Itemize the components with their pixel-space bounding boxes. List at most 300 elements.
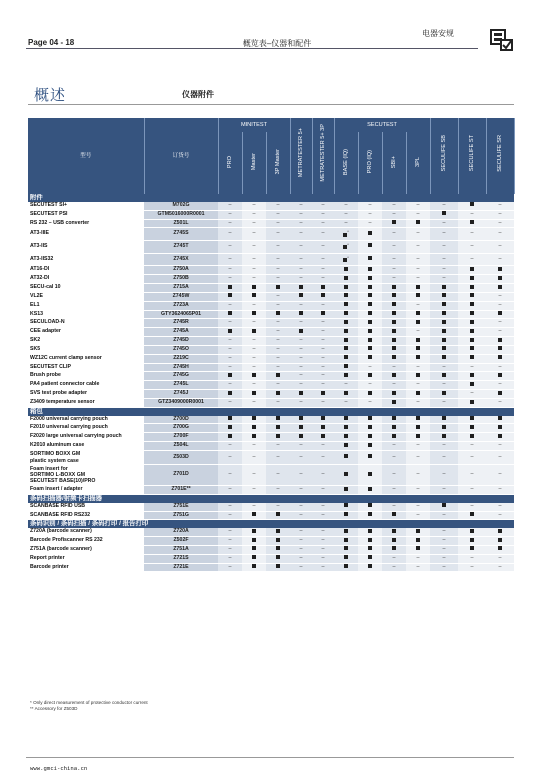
- available-mark-icon: [252, 425, 256, 429]
- section-subtitle: 仪器附件: [182, 90, 214, 99]
- availability-cell: [406, 354, 430, 363]
- availability-cell: [382, 372, 406, 381]
- availability-cell: –: [486, 511, 514, 520]
- available-mark-icon: [470, 338, 474, 342]
- availability-cell: [358, 554, 382, 563]
- row-order-code: Z750B: [144, 275, 218, 284]
- available-mark-icon: [344, 355, 348, 359]
- available-mark-icon: [470, 267, 474, 271]
- available-mark-icon: [344, 293, 348, 297]
- availability-cell: –: [486, 563, 514, 572]
- availability-cell: [334, 554, 358, 563]
- availability-cell: [358, 253, 382, 266]
- available-mark-icon: [344, 555, 348, 559]
- availability-cell: –: [218, 563, 242, 572]
- availability-cell: –: [312, 345, 334, 354]
- availability-cell: –: [242, 345, 266, 354]
- accessory-table: [28, 118, 515, 572]
- availability-cell: –: [218, 275, 242, 284]
- availability-cell: –: [242, 266, 266, 275]
- availability-cell: [406, 283, 430, 292]
- availability-cell: [242, 390, 266, 399]
- available-mark-icon: [228, 329, 232, 333]
- available-mark-icon: [442, 293, 446, 297]
- available-mark-icon: [470, 311, 474, 315]
- availability-cell: [334, 319, 358, 328]
- row-type-name: F2020 large universal carrying pouch: [28, 433, 144, 442]
- available-mark-icon: [392, 434, 396, 438]
- availability-cell: –: [218, 266, 242, 275]
- column-header: [382, 132, 406, 194]
- available-mark-icon: [498, 338, 502, 342]
- availability-cell: [334, 424, 358, 433]
- row-type-name: F2010 universal carrying pouch: [28, 424, 144, 433]
- available-mark-icon: [368, 538, 372, 542]
- page-header: [0, 0, 554, 58]
- availability-cell: [430, 310, 458, 319]
- availability-cell: –: [406, 554, 430, 563]
- group-header-row: [28, 494, 514, 502]
- availability-cell: [334, 345, 358, 354]
- availability-cell: [290, 433, 312, 442]
- available-mark-icon: [498, 311, 502, 315]
- row-type-name: SCANBASE RFID RS232: [28, 511, 144, 520]
- availability-cell: [458, 202, 486, 210]
- section-title: 概述: [34, 87, 67, 104]
- row-order-code: Z721E: [144, 563, 218, 572]
- availability-cell: [486, 337, 514, 346]
- available-mark-icon: [392, 373, 396, 377]
- table-row: [28, 390, 514, 399]
- availability-cell: [358, 241, 382, 254]
- availability-cell: –: [290, 319, 312, 328]
- availability-cell: [334, 503, 358, 511]
- availability-cell: [290, 292, 312, 301]
- availability-cell: [458, 424, 486, 433]
- availability-cell: [486, 266, 514, 275]
- availability-cell: [382, 345, 406, 354]
- availability-cell: [312, 292, 334, 301]
- row-type-name: AT32-DI: [28, 275, 144, 284]
- availability-cell: –: [266, 275, 290, 284]
- available-mark-icon: [470, 529, 474, 533]
- availability-cell: –: [218, 554, 242, 563]
- availability-cell: –: [218, 451, 242, 465]
- availability-cell: [458, 345, 486, 354]
- row-type-name: KS13: [28, 310, 144, 319]
- availability-cell: –: [458, 363, 486, 372]
- row-order-code: Z745L: [144, 381, 218, 390]
- availability-cell: [382, 301, 406, 310]
- available-mark-icon: [276, 538, 280, 542]
- available-mark-icon: [344, 311, 348, 315]
- footer-url: www.gmci-china.cn: [30, 766, 88, 772]
- availability-cell: [486, 528, 514, 536]
- available-mark-icon: [498, 546, 502, 550]
- availability-cell: –: [312, 210, 334, 219]
- footnote: * Only direct measurement of protective conductor current: [30, 700, 148, 705]
- row-order-code: GTZ3409000R0001: [144, 398, 218, 407]
- available-mark-icon: [252, 546, 256, 550]
- availability-cell: –: [458, 451, 486, 465]
- available-mark-icon: [252, 391, 256, 395]
- row-order-code: Z721S: [144, 554, 218, 563]
- row-order-code: Z715A: [144, 283, 218, 292]
- available-mark-icon: [498, 529, 502, 533]
- availability-cell: –: [382, 554, 406, 563]
- available-mark-icon: [470, 276, 474, 280]
- availability-cell: –: [406, 210, 430, 219]
- availability-cell: –: [242, 465, 266, 486]
- available-mark-icon: [442, 425, 446, 429]
- table-row: [28, 537, 514, 546]
- row-order-code: Z745X: [144, 253, 218, 266]
- table-row: [28, 219, 514, 228]
- availability-cell: –: [312, 219, 334, 228]
- availability-cell: [358, 451, 382, 465]
- availability-cell: –: [290, 337, 312, 346]
- availability-cell: [458, 319, 486, 328]
- availability-cell: [266, 424, 290, 433]
- availability-cell: –: [334, 210, 358, 219]
- availability-cell: [382, 416, 406, 424]
- available-mark-icon: [299, 329, 303, 333]
- availability-cell: –: [312, 511, 334, 520]
- available-mark-icon: [344, 443, 348, 447]
- row-order-code: GTY3624065P01: [144, 310, 218, 319]
- availability-cell: [358, 424, 382, 433]
- availability-cell: [358, 486, 382, 495]
- row-order-code: Z745W: [144, 292, 218, 301]
- availability-cell: –: [266, 202, 290, 210]
- availability-cell: [358, 328, 382, 337]
- availability-cell: –: [312, 228, 334, 241]
- availability-cell: –: [430, 554, 458, 563]
- available-mark-icon: [392, 329, 396, 333]
- available-mark-icon: [368, 434, 372, 438]
- availability-cell: –: [218, 253, 242, 266]
- row-type-name: Z720A (barcode scanner): [28, 528, 144, 536]
- availability-cell: –: [312, 451, 334, 465]
- availability-cell: –: [266, 210, 290, 219]
- availability-cell: –: [486, 210, 514, 219]
- available-mark-icon: [344, 434, 348, 438]
- available-mark-icon: [368, 243, 372, 247]
- availability-cell: –: [406, 398, 430, 407]
- availability-cell: –: [290, 372, 312, 381]
- availability-cell: [334, 545, 358, 554]
- availability-cell: [334, 337, 358, 346]
- availability-cell: [458, 381, 486, 390]
- availability-cell: –: [458, 465, 486, 486]
- available-mark-icon: [392, 293, 396, 297]
- availability-cell: [486, 433, 514, 442]
- row-order-code: Z745H: [144, 363, 218, 372]
- availability-cell: –: [242, 486, 266, 495]
- availability-cell: [334, 528, 358, 536]
- availability-cell: [218, 390, 242, 399]
- available-mark-icon: [368, 231, 372, 235]
- available-mark-icon: [442, 346, 446, 350]
- available-mark-icon: [344, 529, 348, 533]
- availability-cell: –: [382, 275, 406, 284]
- table-row: [28, 319, 514, 328]
- availability-cell: –: [290, 228, 312, 241]
- availability-cell: –: [290, 381, 312, 390]
- available-mark-icon: [344, 276, 348, 280]
- availability-cell: –: [290, 301, 312, 310]
- available-mark-icon: [344, 329, 348, 333]
- footnote: ** Accessory for Z503D: [30, 706, 78, 711]
- available-mark-icon: [276, 416, 280, 420]
- availability-cell: –: [290, 554, 312, 563]
- availability-cell: [218, 372, 242, 381]
- available-mark-icon: [392, 546, 396, 550]
- availability-cell: [458, 301, 486, 310]
- row-order-code: M702G: [144, 202, 218, 210]
- availability-cell: [334, 451, 358, 465]
- availability-cell: –: [430, 465, 458, 486]
- availability-cell: *: [334, 253, 358, 266]
- availability-cell: –: [406, 202, 430, 210]
- available-mark-icon: [416, 320, 420, 324]
- available-mark-icon: [368, 416, 372, 420]
- available-mark-icon: [299, 293, 303, 297]
- row-type-name: SECUTEST CLIP: [28, 363, 144, 372]
- available-mark-icon: [368, 487, 372, 491]
- availability-cell: –: [358, 202, 382, 210]
- availability-cell: –: [334, 398, 358, 407]
- available-mark-icon: [344, 267, 348, 271]
- availability-cell: –: [312, 241, 334, 254]
- available-mark-icon: [416, 434, 420, 438]
- available-mark-icon: [344, 320, 348, 324]
- table-row: [28, 210, 514, 219]
- column-header-label: METRATESTER 5+: [298, 128, 305, 178]
- availability-cell: –: [266, 292, 290, 301]
- availability-cell: [242, 537, 266, 546]
- column-header-label: PRO: [227, 155, 233, 169]
- availability-cell: –: [242, 451, 266, 465]
- availability-cell: [334, 363, 358, 372]
- row-type-name: RS 232 – USB converter: [28, 219, 144, 228]
- available-mark-icon: [416, 346, 420, 350]
- available-mark-icon: [416, 293, 420, 297]
- availability-cell: [358, 528, 382, 536]
- row-order-code: Z700F: [144, 433, 218, 442]
- availability-cell: [458, 328, 486, 337]
- availability-cell: [382, 219, 406, 228]
- availability-cell: –: [242, 202, 266, 210]
- available-mark-icon: [416, 425, 420, 429]
- available-mark-icon: [368, 329, 372, 333]
- availability-cell: –: [218, 241, 242, 254]
- available-mark-icon: [321, 285, 325, 289]
- available-mark-icon: [498, 391, 502, 395]
- availability-cell: [334, 301, 358, 310]
- availability-cell: –: [458, 228, 486, 241]
- availability-cell: –: [290, 219, 312, 228]
- availability-cell: [486, 545, 514, 554]
- available-mark-icon: [344, 487, 348, 491]
- available-mark-icon: [252, 512, 256, 516]
- available-mark-icon: [344, 472, 348, 476]
- availability-cell: [266, 554, 290, 563]
- availability-cell: –: [406, 253, 430, 266]
- availability-cell: –: [358, 210, 382, 219]
- availability-cell: –: [486, 253, 514, 266]
- availability-cell: [266, 528, 290, 536]
- row-type-name: SECU-cal 10: [28, 283, 144, 292]
- availability-cell: [382, 528, 406, 536]
- table-row: [28, 528, 514, 536]
- column-header-label: 3P Master: [275, 149, 281, 175]
- available-mark-icon: [228, 416, 232, 420]
- available-mark-icon: [470, 434, 474, 438]
- availability-cell: [430, 337, 458, 346]
- availability-cell: [312, 283, 334, 292]
- row-order-code: Z745A: [144, 328, 218, 337]
- availability-cell: –: [242, 381, 266, 390]
- available-mark-icon: [276, 555, 280, 559]
- availability-cell: –: [312, 301, 334, 310]
- available-mark-icon: [276, 434, 280, 438]
- group-header-row: [28, 194, 514, 202]
- available-mark-icon: [470, 346, 474, 350]
- availability-cell: –: [312, 328, 334, 337]
- availability-cell: [218, 424, 242, 433]
- available-mark-icon: [470, 512, 474, 516]
- availability-cell: [382, 283, 406, 292]
- availability-cell: –: [382, 465, 406, 486]
- available-mark-icon: [498, 285, 502, 289]
- availability-cell: –: [218, 228, 242, 241]
- availability-cell: [242, 545, 266, 554]
- row-type-name: SECULOAD-N: [28, 319, 144, 328]
- order-header: 订货号: [144, 118, 218, 194]
- availability-cell: [242, 283, 266, 292]
- available-mark-icon: [416, 373, 420, 377]
- availability-cell: –: [358, 381, 382, 390]
- availability-cell: –: [290, 354, 312, 363]
- available-mark-icon: [252, 293, 256, 297]
- available-mark-icon: [470, 416, 474, 420]
- row-order-code: Z503D: [144, 451, 218, 465]
- availability-cell: –: [312, 545, 334, 554]
- availability-cell: [406, 416, 430, 424]
- availability-cell: [430, 372, 458, 381]
- availability-cell: –: [406, 228, 430, 241]
- availability-cell: [458, 398, 486, 407]
- availability-cell: *: [334, 241, 358, 254]
- table-row: [28, 465, 514, 486]
- availability-cell: –: [218, 337, 242, 346]
- availability-cell: –: [218, 354, 242, 363]
- availability-cell: –: [290, 503, 312, 511]
- available-mark-icon: [470, 202, 474, 206]
- available-mark-icon: [344, 373, 348, 377]
- availability-cell: –: [218, 210, 242, 219]
- row-type-name: SORTIMO BOXX GM plastic system case: [28, 451, 144, 465]
- availability-cell: [358, 465, 382, 486]
- available-mark-icon: [470, 373, 474, 377]
- availability-cell: [382, 319, 406, 328]
- available-mark-icon: [416, 538, 420, 542]
- available-mark-icon: [228, 373, 232, 377]
- available-mark-icon: [299, 416, 303, 420]
- availability-cell: –: [266, 301, 290, 310]
- availability-cell: [334, 275, 358, 284]
- availability-cell: [358, 442, 382, 451]
- availability-cell: –: [218, 511, 242, 520]
- available-mark-icon: [368, 276, 372, 280]
- availability-cell: –: [266, 381, 290, 390]
- availability-cell: [458, 275, 486, 284]
- availability-cell: [382, 545, 406, 554]
- availability-cell: –: [406, 241, 430, 254]
- availability-cell: –: [312, 442, 334, 451]
- availability-cell: –: [312, 319, 334, 328]
- row-type-name: Barcode Profiscanner RS 232: [28, 537, 144, 546]
- availability-cell: –: [430, 511, 458, 520]
- availability-cell: [334, 328, 358, 337]
- availability-cell: –: [242, 354, 266, 363]
- availability-cell: [458, 283, 486, 292]
- row-order-code: Z502F: [144, 537, 218, 546]
- header-rule: [26, 48, 478, 49]
- table-row: [28, 337, 514, 346]
- availability-cell: [406, 433, 430, 442]
- availability-cell: –: [406, 503, 430, 511]
- availability-cell: [358, 503, 382, 511]
- table-row: [28, 275, 514, 284]
- available-mark-icon: [344, 364, 348, 368]
- table-row: [28, 545, 514, 554]
- availability-cell: [430, 283, 458, 292]
- row-type-name: Z751A (barcode scanner): [28, 545, 144, 554]
- available-mark-icon: [368, 546, 372, 550]
- table-row: [28, 486, 514, 495]
- available-mark-icon: [442, 338, 446, 342]
- available-mark-icon: [470, 400, 474, 404]
- availability-cell: [430, 328, 458, 337]
- available-mark-icon: [498, 355, 502, 359]
- availability-cell: [458, 372, 486, 381]
- row-order-code: Z750A: [144, 266, 218, 275]
- available-mark-icon: [442, 285, 446, 289]
- availability-cell: –: [486, 381, 514, 390]
- available-mark-icon: [276, 425, 280, 429]
- availability-cell: [334, 537, 358, 546]
- row-order-code: GTM5016000R0001: [144, 210, 218, 219]
- availability-cell: –: [290, 442, 312, 451]
- table-row: [28, 442, 514, 451]
- table-row: [28, 451, 514, 465]
- availability-cell: –: [486, 486, 514, 495]
- availability-cell: [358, 416, 382, 424]
- table-row: [28, 433, 514, 442]
- available-mark-icon: [392, 302, 396, 306]
- availability-cell: –: [312, 363, 334, 372]
- row-type-name: F2000 universal carrying pouch: [28, 416, 144, 424]
- row-type-name: SK5: [28, 345, 144, 354]
- availability-cell: [358, 310, 382, 319]
- availability-cell: –: [334, 381, 358, 390]
- availability-cell: [430, 345, 458, 354]
- group-title: 条码识别 / 条码扫描 / 条码打印 / 报告打印: [28, 520, 514, 528]
- secutest-header: SECUTEST: [334, 118, 430, 132]
- availability-cell: [290, 424, 312, 433]
